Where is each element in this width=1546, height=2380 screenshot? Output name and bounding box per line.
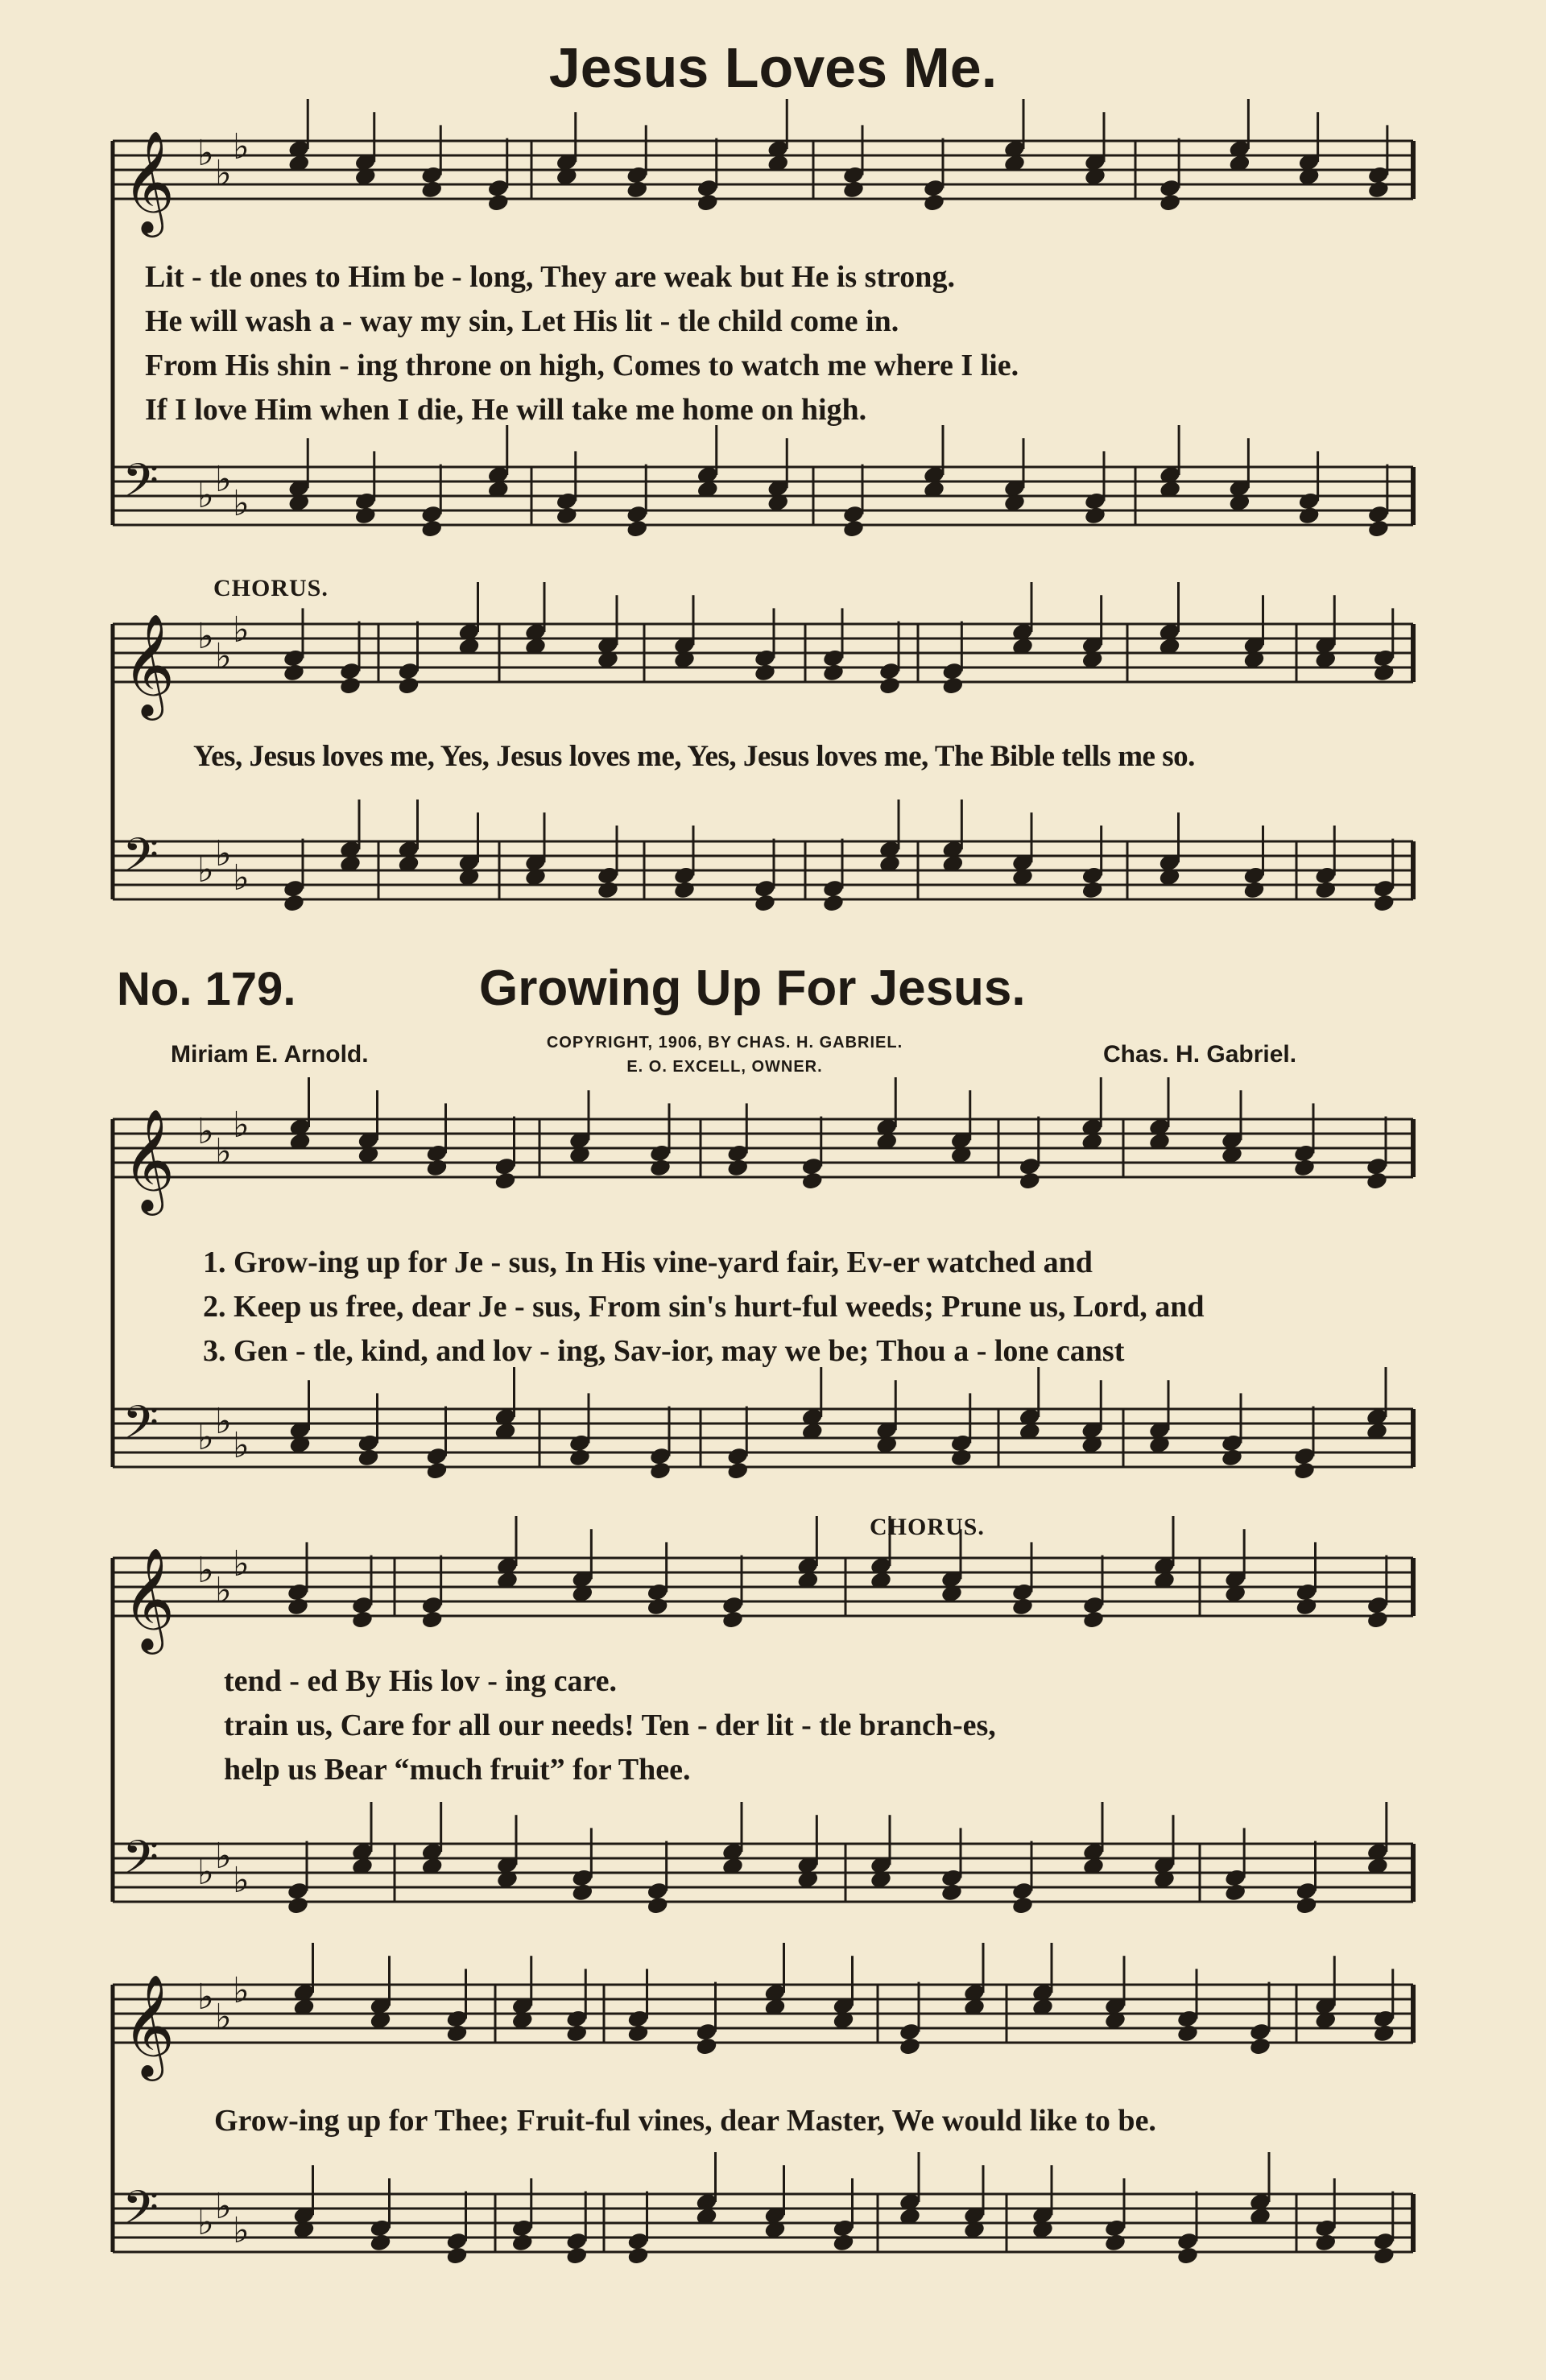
- note-head: [1104, 2233, 1127, 2253]
- note-head: [351, 1609, 374, 1630]
- verse-b-line-3: help us Bear “much fruit” for Thee.: [224, 1753, 691, 1787]
- verse-line-2: He will wash a - way my sin, Let His lit - tle child come in.: [145, 304, 899, 338]
- copyright-line-1: COPYRIGHT, 1906, BY CHAS. H. GABRIEL.: [546, 1034, 903, 1052]
- flat-sign: ♭: [197, 616, 214, 657]
- chorus-final-line: Grow-ing up for Thee; Fruit-ful vines, dear Master, We would like to be.: [214, 2104, 1156, 2138]
- note-head: [597, 880, 620, 900]
- note-head: [1176, 2246, 1200, 2266]
- note-head: [357, 1448, 380, 1468]
- note-head: [283, 663, 306, 683]
- note-head: [1249, 2036, 1272, 2056]
- note-head: [445, 2246, 469, 2266]
- chorus-lyrics-song1: Yes, Jesus loves me, Yes, Jesus loves me, Yes, Jesus loves me, The Bible tells me so.: [193, 740, 1195, 773]
- song-title-jesus-loves-me: Jesus Loves Me.: [548, 36, 998, 99]
- flat-sign: ♭: [215, 459, 232, 500]
- flat-sign: ♭: [215, 1570, 232, 1611]
- note-head: [369, 2233, 392, 2253]
- note-head: [649, 1158, 672, 1178]
- note-head: [425, 1158, 449, 1178]
- note-head: [1367, 180, 1391, 200]
- note-head: [1159, 192, 1182, 213]
- flat-sign: ♭: [197, 475, 214, 516]
- song-title-growing-up: Growing Up For Jesus.: [479, 961, 1026, 1016]
- note-head: [420, 1609, 444, 1630]
- note-head: [339, 676, 362, 696]
- note-head: [626, 2246, 650, 2266]
- hymn-number: No. 179.: [117, 963, 296, 1015]
- note-head: [1366, 1609, 1389, 1630]
- note-head: [1293, 1461, 1317, 1481]
- treble-clef: 𝄞: [122, 613, 176, 716]
- note-head: [287, 1597, 310, 1617]
- flat-sign: ♭: [215, 833, 232, 874]
- chorus-label-song2: CHORUS.: [870, 1514, 985, 1540]
- note-head: [1084, 506, 1107, 526]
- note-head: [721, 1609, 745, 1630]
- verse-a-line-3: 3. Gen - tle, kind, and lov - ing, Sav-ior, may we be; Thou a - lone canst: [203, 1334, 1125, 1368]
- note-head: [649, 1461, 672, 1481]
- note-head: [646, 1597, 669, 1617]
- note-head: [1314, 880, 1337, 900]
- verse-a-line-2: 2. Keep us free, dear Je - sus, From sin's hurt-ful weeds; Prune us, Lord, and: [203, 1290, 1205, 1324]
- note-head: [511, 2233, 534, 2253]
- flat-sign: ♭: [233, 1970, 250, 2011]
- flat-sign: ♭: [233, 1105, 250, 1146]
- treble-clef: 𝄞: [122, 1108, 176, 1211]
- verse-line-3: From His shin - ing throne on high, Comes to watch me where I lie.: [145, 349, 1019, 382]
- note-head: [1297, 506, 1321, 526]
- note-head: [1372, 2246, 1395, 2266]
- flat-sign: ♭: [197, 133, 214, 174]
- note-head: [1221, 1448, 1244, 1468]
- note-head: [832, 2233, 855, 2253]
- bass-clef: 𝄢: [122, 1395, 159, 1461]
- chorus-label-song1: CHORUS.: [213, 575, 329, 601]
- note-head: [696, 192, 719, 213]
- verse-line-1: Lit - tle ones to Him be - long, They are weak but He is strong.: [145, 260, 955, 294]
- note-head: [800, 1171, 824, 1191]
- note-head: [949, 1448, 973, 1468]
- bass-clef: 𝄢: [122, 828, 159, 894]
- note-head: [1314, 2233, 1337, 2253]
- note-head: [283, 893, 306, 913]
- flat-sign: ♭: [197, 1417, 214, 1458]
- note-head: [565, 2023, 589, 2043]
- flat-sign: ♭: [233, 1860, 250, 1901]
- lyricist: Miriam E. Arnold.: [171, 1041, 369, 1068]
- note-head: [626, 519, 649, 539]
- note-head: [1082, 1609, 1106, 1630]
- flat-sign: ♭: [233, 2210, 250, 2251]
- flat-sign: ♭: [215, 636, 232, 677]
- verse-a-line-1: 1. Grow-ing up for Je - sus, In His vine-yard fair, Ev-er watched and: [203, 1246, 1093, 1279]
- flat-sign: ♭: [233, 609, 250, 651]
- note-head: [494, 1171, 517, 1191]
- composer: Chas. H. Gabriel.: [1103, 1041, 1297, 1068]
- note-head: [425, 1461, 449, 1481]
- note-head: [923, 192, 946, 213]
- note-head: [1367, 519, 1391, 539]
- flat-sign: ♭: [233, 1543, 250, 1585]
- note-head: [555, 506, 578, 526]
- note-head: [486, 192, 510, 213]
- note-head: [626, 2023, 650, 2043]
- treble-clef: 𝄞: [122, 1547, 176, 1650]
- verse-line-4: If I love Him when I die, He will take me home on high.: [145, 393, 867, 427]
- note-head: [626, 180, 649, 200]
- note-head: [940, 1882, 964, 1903]
- flat-sign: ♭: [233, 1425, 250, 1466]
- flat-sign: ♭: [215, 1997, 232, 2038]
- flat-sign: ♭: [197, 1977, 214, 2018]
- note-head: [1366, 1171, 1389, 1191]
- note-head: [1293, 1158, 1317, 1178]
- flat-sign: ♭: [215, 2186, 232, 2227]
- note-head: [822, 893, 845, 913]
- note-head: [646, 1895, 669, 1915]
- note-head: [1011, 1895, 1035, 1915]
- note-head: [1018, 1171, 1041, 1191]
- note-head: [695, 2036, 718, 2056]
- flat-sign: ♭: [197, 2202, 214, 2243]
- note-head: [1224, 1882, 1247, 1903]
- note-head: [899, 2036, 922, 2056]
- flat-sign: ♭: [233, 857, 250, 899]
- note-head: [842, 519, 866, 539]
- note-head: [1295, 1895, 1318, 1915]
- note-head: [822, 663, 845, 683]
- copyright-line-2: E. O. EXCELL, OWNER.: [626, 1058, 823, 1076]
- note-head: [941, 676, 965, 696]
- flat-sign: ♭: [215, 153, 232, 194]
- note-head: [754, 663, 777, 683]
- bass-clef: 𝄢: [122, 453, 159, 519]
- verse-b-line-1: tend - ed By His lov - ing care.: [224, 1664, 618, 1698]
- note-head: [287, 1895, 310, 1915]
- note-head: [420, 519, 444, 539]
- note-head: [445, 2023, 469, 2043]
- note-head: [568, 1448, 592, 1468]
- note-head: [1176, 2023, 1200, 2043]
- treble-clef: 𝄞: [122, 130, 176, 233]
- note-head: [1081, 880, 1104, 900]
- note-head: [420, 180, 444, 200]
- flat-sign: ♭: [197, 1550, 214, 1591]
- note-head: [726, 1158, 750, 1178]
- flat-sign: ♭: [233, 126, 250, 167]
- treble-clef: 𝄞: [122, 1973, 176, 2076]
- note-head: [1372, 2023, 1395, 2043]
- flat-sign: ♭: [233, 483, 250, 524]
- flat-sign: ♭: [197, 1111, 214, 1152]
- flat-sign: ♭: [215, 1836, 232, 1877]
- bass-clef: 𝄢: [122, 1830, 159, 1896]
- bass-clef: 𝄢: [122, 2180, 159, 2246]
- verse-b-line-2: train us, Care for all our needs! Ten - der lit - tle branch-es,: [224, 1709, 996, 1742]
- note-head: [726, 1461, 750, 1481]
- note-head: [878, 676, 902, 696]
- note-head: [397, 676, 420, 696]
- note-head: [673, 880, 697, 900]
- note-head: [571, 1882, 594, 1903]
- note-head: [565, 2246, 589, 2266]
- note-head: [754, 893, 777, 913]
- flat-sign: ♭: [197, 849, 214, 890]
- note-head: [1011, 1597, 1035, 1617]
- flat-sign: ♭: [215, 1401, 232, 1442]
- note-head: [842, 180, 866, 200]
- note-head: [1372, 663, 1395, 683]
- note-head: [1242, 880, 1266, 900]
- flat-sign: ♭: [215, 1131, 232, 1172]
- note-head: [353, 506, 377, 526]
- flat-sign: ♭: [197, 1852, 214, 1893]
- note-head: [1372, 893, 1395, 913]
- note-head: [1295, 1597, 1318, 1617]
